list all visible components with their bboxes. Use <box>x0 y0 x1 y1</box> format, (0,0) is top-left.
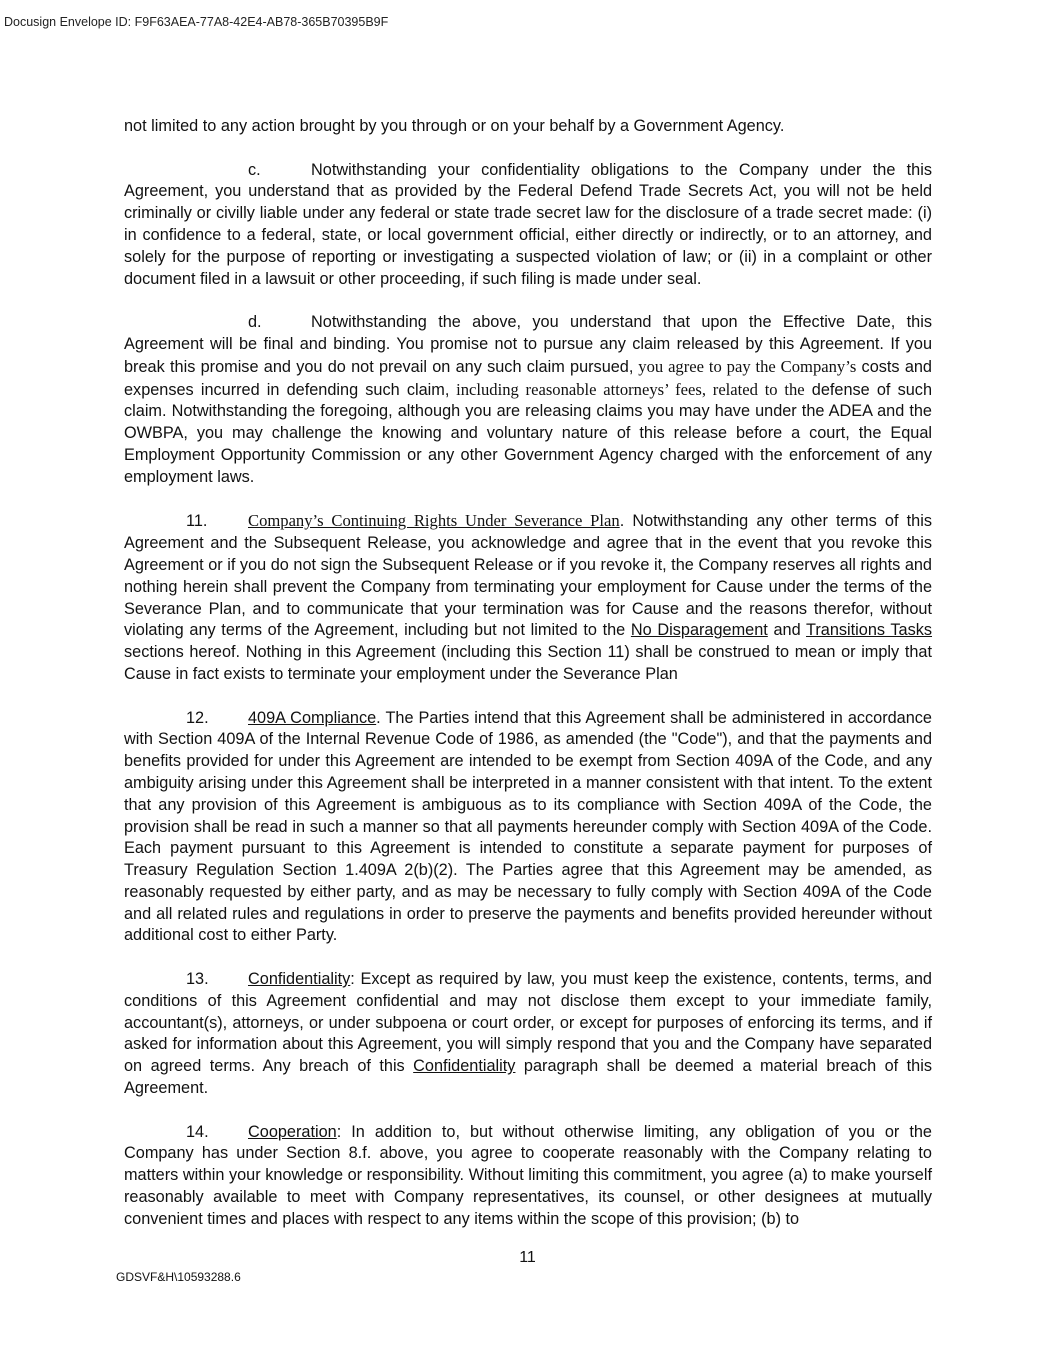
section-14-number: 14. <box>186 1122 209 1141</box>
section-11-text-2: and <box>767 621 806 640</box>
subsection-d-text-1: Notwithstanding the above, you understand that upon the Effective Date, this Agreement will be final and binding. You promise not to pursue any claim released by this Agreement. If you break this promise and you do not prevail on any such claim pursued, <box>124 313 932 376</box>
no-disparagement-ref: No Disparagement <box>630 621 768 640</box>
subsection-d-text-3: defense of such claim. Notwithstanding the foregoing, although you are releasing claims you may have under the ADEA and the OWBPA, you may challenge the knowing and voluntary nature of this release before a court, the Equal Employment Opportunity Commission or any other Government Agency charged with the enforcement of any employment laws. <box>124 380 932 486</box>
section-13-text-1: : Except as required by law, you must keep the existence, contents, terms, and conditions of this Agreement confidential and may not disclose them except to your immediate family, accountant(s), attorneys, or under subpoena or court order, or except for purposes of enforcing its terms, and if asked for information about this Agreement, you will simply respond that you and the Company have separated on agreed terms. Any breach of this <box>124 970 932 1076</box>
subsection-d-label: d. <box>248 313 262 332</box>
confidentiality-ref: Confidentiality <box>413 1057 516 1076</box>
document-body <box>124 116 932 1252</box>
section-11-text-3: sections hereof. Nothing in this Agreement (including this Section 11) shall be construed to mean or imply that Cause in fact exists to terminate your employment under the Severance Plan <box>124 643 932 683</box>
section-13-heading: Confidentiality <box>248 970 351 989</box>
subsection-d-serif-1: you agree to pay the Company’s <box>633 356 857 376</box>
section-11-heading: Company’s Continuing Rights Under Severance Plan <box>248 511 620 531</box>
subsection-d-text-2: costs and expenses incurred in defending such claim, <box>124 357 932 399</box>
subsection-d-serif-2: including reasonable attorneys’ fees, related to the <box>449 379 805 399</box>
document-id: GDSVF&H\10593288.6 <box>116 1270 241 1284</box>
section-13 <box>124 969 932 1100</box>
envelope-id: Docusign Envelope ID: F9F63AEA-77A8-42E4-AB78-365B70395B9F <box>4 15 389 29</box>
carryover-text: not limited to any action brought by you through or on your behalf by a Government Agency. <box>124 117 785 135</box>
section-12-number: 12. <box>186 708 209 727</box>
section-12-text: . The Parties intend that this Agreement shall be administered in accordance with Section 409A of the Internal Revenue Code of 1986, as amended (the "Code"), and that the payments and benefits provided for under this Agreement are intended to be exempt from Section 409A of the Code, and any ambiguity arising under this Agreement shall be interpreted in a manner consistent with that intent. To the extent that any provision of this Agreement is ambiguous as to its compliance with Section 409A of the Code, the provision shall be read in such a manner so that all payments hereunder comply with Section 409A of the Code. Each payment pursuant to this Agreement is intended to constitute a separate payment for purposes of Treasury Regulation Section 1.409A 2(b)(2). The Parties agree that this Agreement may be amended, as reasonably requested by either party, and as may be necessary to fully comply with Section 409A of the Code and all related rules and regulations in order to preserve the payments and benefits provided hereunder without additional cost to either Party. <box>124 708 932 945</box>
section-11-number: 11. <box>186 512 208 531</box>
section-12-heading: 409A Compliance <box>248 708 377 727</box>
subsection-d <box>124 312 932 488</box>
section-14 <box>124 1122 932 1231</box>
subsection-c-label: c. <box>248 160 261 179</box>
section-11-text-1: . Notwithstanding any other terms of this Agreement and the Subsequent Release, you acknowledge and agree that in the event that you revoke this Agreement or if you do not sign the Subsequent Release or if you revoke it, the Company reserves all rights and nothing herein shall prevent the Company from terminating your employment for Cause under the terms of the Severance Plan, and to communicate that your termination was for Cause and the reasons therefor, without violating any terms of the Agreement, including but not limited to the <box>124 512 932 640</box>
section-13-number: 13. <box>186 970 209 989</box>
section-12 <box>124 708 932 948</box>
section-14-text: : In addition to, but without otherwise limiting, any obligation of you or the Company has under Section 8.f. above, you agree to cooperate reasonably with the Company relating to matters within your knowledge or responsibility. Without limiting this commitment, you agree (a) to make yourself reasonably available to meet with Company representatives, its counsel, or other designees at mutually convenient times and places with respect to any items within the scope of this provision; (b) to <box>124 1122 932 1228</box>
subsection-c-text: Notwithstanding your confidentiality obligations to the Company under the this Agreement, you understand that as provided by the Federal Defend Trade Secrets Act, you will not be held criminally or civilly liable under any federal or state trade secret law for the disclosure of a trade secret made: (i) in confidence to a federal, state, or local government official, either directly or indirectly, or to an attorney, and solely for the purpose of reporting or investigating a suspected violation of law; or (ii) in a complaint or other document filed in a lawsuit or other proceeding, if such filing is made under seal. <box>124 160 932 288</box>
page-number: 11 <box>519 1249 536 1266</box>
transitions-tasks-ref: Transitions Tasks <box>806 621 933 640</box>
section-11 <box>124 510 932 685</box>
section-14-heading: Cooperation <box>248 1122 337 1141</box>
section-13-text-2: paragraph shall be deemed a material breach of this Agreement. <box>124 1057 932 1098</box>
subsection-c <box>124 160 932 291</box>
carryover-paragraph <box>124 116 932 138</box>
